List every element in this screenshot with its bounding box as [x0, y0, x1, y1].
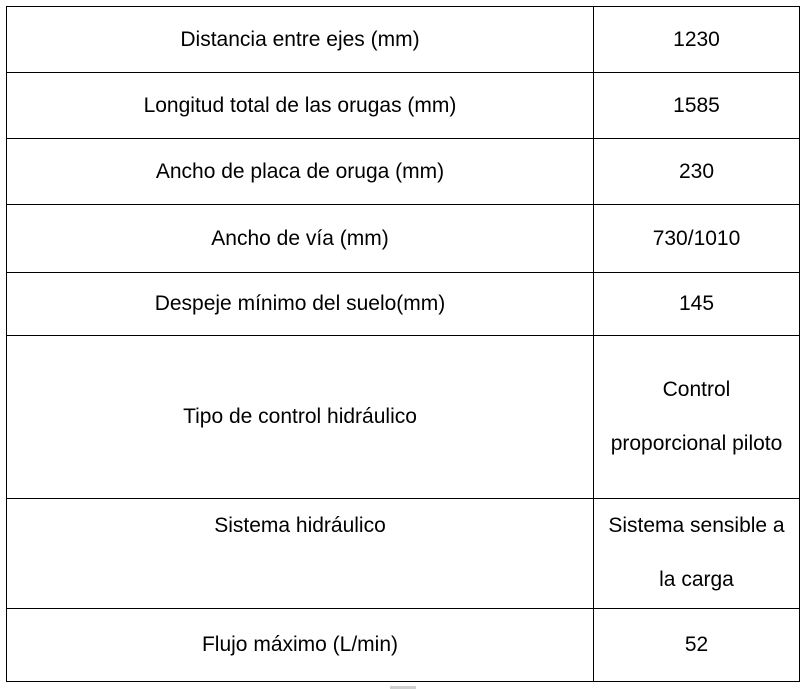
spec-label: Tipo de control hidráulico — [7, 336, 594, 499]
spec-label: Ancho de vía (mm) — [7, 205, 594, 273]
table-row — [7, 273, 800, 336]
table-row — [7, 7, 800, 73]
spec-value: Control proporcional piloto — [594, 336, 800, 499]
table-row — [7, 205, 800, 273]
spec-value: 230 — [594, 139, 800, 205]
specifications-table — [6, 6, 800, 682]
table-row — [7, 336, 800, 499]
spec-value: 1230 — [594, 7, 800, 73]
spec-label: Distancia entre ejes (mm) — [7, 7, 594, 73]
spec-value: 1585 — [594, 73, 800, 139]
table-row — [7, 73, 800, 139]
spec-label: Sistema hidráulico — [7, 499, 594, 609]
table-row — [7, 499, 800, 609]
spec-label: Ancho de placa de oruga (mm) — [7, 139, 594, 205]
table-row — [7, 139, 800, 205]
spec-label: Flujo máximo (L/min) — [7, 609, 594, 682]
spec-value: Sistema sensible a la carga — [594, 499, 800, 609]
spec-value: 52 — [594, 609, 800, 682]
spec-value: 730/1010 — [594, 205, 800, 273]
spec-label: Longitud total de las orugas (mm) — [7, 73, 594, 139]
table-row — [7, 609, 800, 682]
spec-label: Despeje mínimo del suelo(mm) — [7, 273, 594, 336]
spec-value: 145 — [594, 273, 800, 336]
